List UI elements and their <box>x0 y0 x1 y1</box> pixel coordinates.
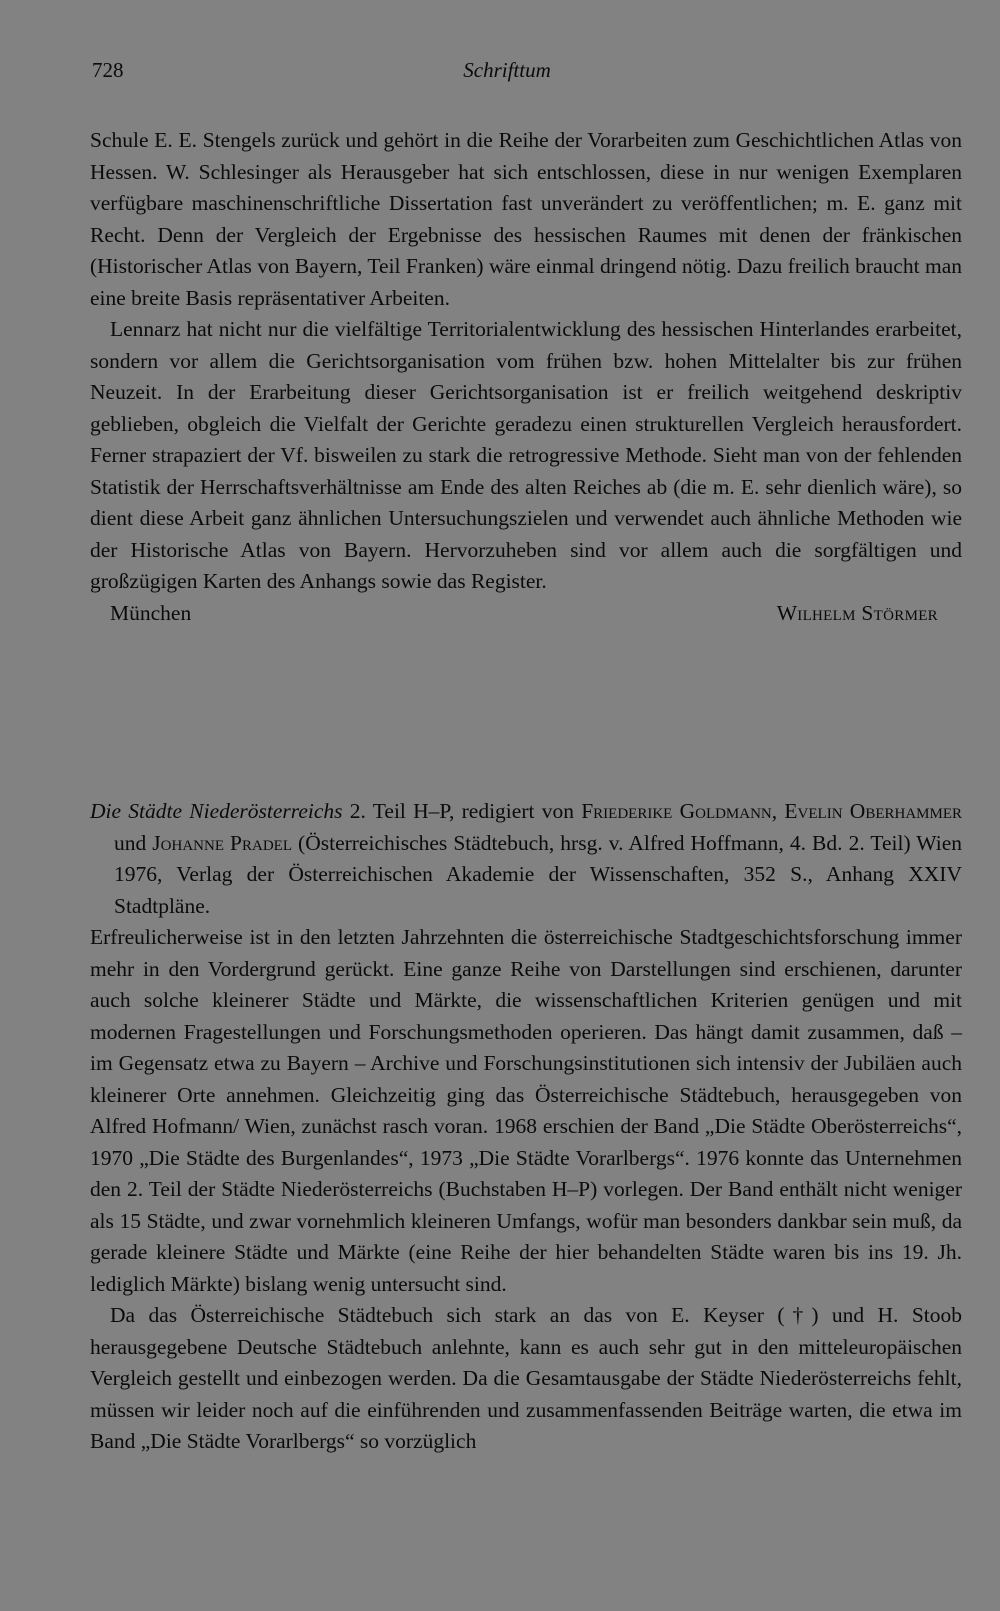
review-body <box>90 922 962 1458</box>
editor-name: Evelin Oberhammer <box>784 799 962 823</box>
review-paragraph: Erfreulicherweise ist in den letzten Jahrzehnten die österreichische Stadtgeschichtsforschung immer mehr in den Vordergrund gerückt. Eine ganze Reihe von Darstellungen sind erschienen, darunter auch solche kleinerer Städte und Märkte, die wissenschaftlichen Kriterien genügen und mit modernen Fragestellungen und Forschungsmethoden operieren. Das hängt damit zusammen, daß – im Gegensatz etwa zu Bayern – Archive und Forschungsinstitutionen sich intensiv der Jubiläen auch kleinerer Orte annehmen. Gleichzeitig ging das Österreichische Städtebuch, herausgegeben von Alfred Hofmann/ Wien, zunächst rasch voran. 1968 erschien der Band „Die Städte Oberösterreichs“, 1970 „Die Städte des Burgenlandes“, 1973 „Die Städte Vorarlbergs“. 1976 konnte das Unternehmen den 2. Teil der Städte Niederösterreichs (Buchstaben H–P) vorlegen. Der Band enthält nicht weniger als 15 Städte, und zwar vornehmlich kleineren Umfangs, wofür man besonders dankbar sein muß, da gerade kleinere Städte und Märkte (eine Reihe der hier behandelten Städte waren bis ins 19. Jh. lediglich Märkte) bislang wenig untersucht sind. <box>90 925 962 1296</box>
running-head <box>92 58 922 88</box>
editor-name: Johanne Pradel <box>152 830 292 855</box>
book-title: Die Städte Niederösterreichs <box>90 799 343 823</box>
review-paragraph: Lennarz hat nicht nur die vielfältige Territorialentwicklung des hessischen Hinterlandes erarbeitet, sondern vor allem die Gerichtsorganisation vom frühen bzw. hohen Mittelalter bis zur frühen Neuzeit. In der Erarbeitung dieser Gerichtsorganisation ist er freilich weitgehend deskriptiv geblieben, obgleich die Vielfalt der Gerichte geradezu einen strukturellen Vergleich herausfordert. Ferner strapaziert der Vf. bisweilen zu stark die retrogressive Methode. Sieht man von der fehlenden Statistik der Herrschaftsverhältnisse am Ende des alten Reiches ab (die m. E. sehr dienlich wäre), so dient diese Arbeit ganz ähnlichen Untersuchungszielen und verwendet auch ähnliche Methoden wie der Historische Atlas von Bayern. Hervorzuheben sind vor allem auch die sorgfältigen und großzügigen Karten des Anhangs sowie das Register. <box>90 317 962 593</box>
bibliographic-entry <box>90 796 962 922</box>
running-head-title: Schrifttum <box>463 58 551 82</box>
page-number: 728 <box>92 58 124 82</box>
review-signature <box>90 598 962 630</box>
review-paragraph: Da das Österreichische Städtebuch sich stark an das von E. Keyser (†) und H. Stoob herausgegebene Deutsche Städtebuch anlehnte, kann es auch sehr gut in den mitteleuropäischen Vergleich gestellt und einbezogen werden. Da die Gesamtausgabe der Städte Niederösterreichs fehlt, müssen wir leider noch auf die einführenden und zusammenfassenden Beiträge warten, die etwa im Band „Die Städte Vorarlbergs“ so vorzüglich <box>90 1303 962 1453</box>
signature-author: Wilhelm Störmer <box>776 600 938 625</box>
review-continuation <box>90 125 962 629</box>
bibliographic-citation: Die Städte Niederösterreichs 2. Teil H–P, redigiert von Friederike Goldmann, Evelin Oberhammer und Johanne Pradel (Österreichisches Städtebuch, hrsg. v. Alfred Hoffmann, 4. Bd. 2. Teil) Wien 1976, Verlag der Österreichischen Akademie der Wissenschaften, 352 S., Anhang XXIV Stadtpläne. <box>90 799 962 918</box>
signature-place: München <box>110 600 192 625</box>
review-paragraph: Schule E. E. Stengels zurück und gehört in die Reihe der Vorarbeiten zum Geschichtlichen Atlas von Hessen. W. Schlesinger als Herausgeber hat sich entschlossen, diese in nur wenigen Exemplaren verfügbare maschinenschriftliche Dissertation fast unverändert zu veröffentlichen; m. E. ganz mit Recht. Denn der Vergleich der Ergebnisse des hessischen Raumes mit denen der fränkischen (Historischer Atlas von Bayern, Teil Franken) wäre einmal dringend nötig. Dazu freilich braucht man eine breite Basis repräsentativer Arbeiten. <box>90 128 962 310</box>
publication-details: (Österreichisches Städtebuch, hrsg. v. Alfred Hoffmann, 4. Bd. 2. Teil) Wien 1976, Verlag der Österreichischen Akademie der Wissenschaften, 352 S., Anhang XXIV Stadtpläne. <box>114 830 962 918</box>
editor-name: Friederike Goldmann <box>581 799 772 823</box>
book-part: 2. Teil H–P, redigiert von <box>342 799 582 823</box>
